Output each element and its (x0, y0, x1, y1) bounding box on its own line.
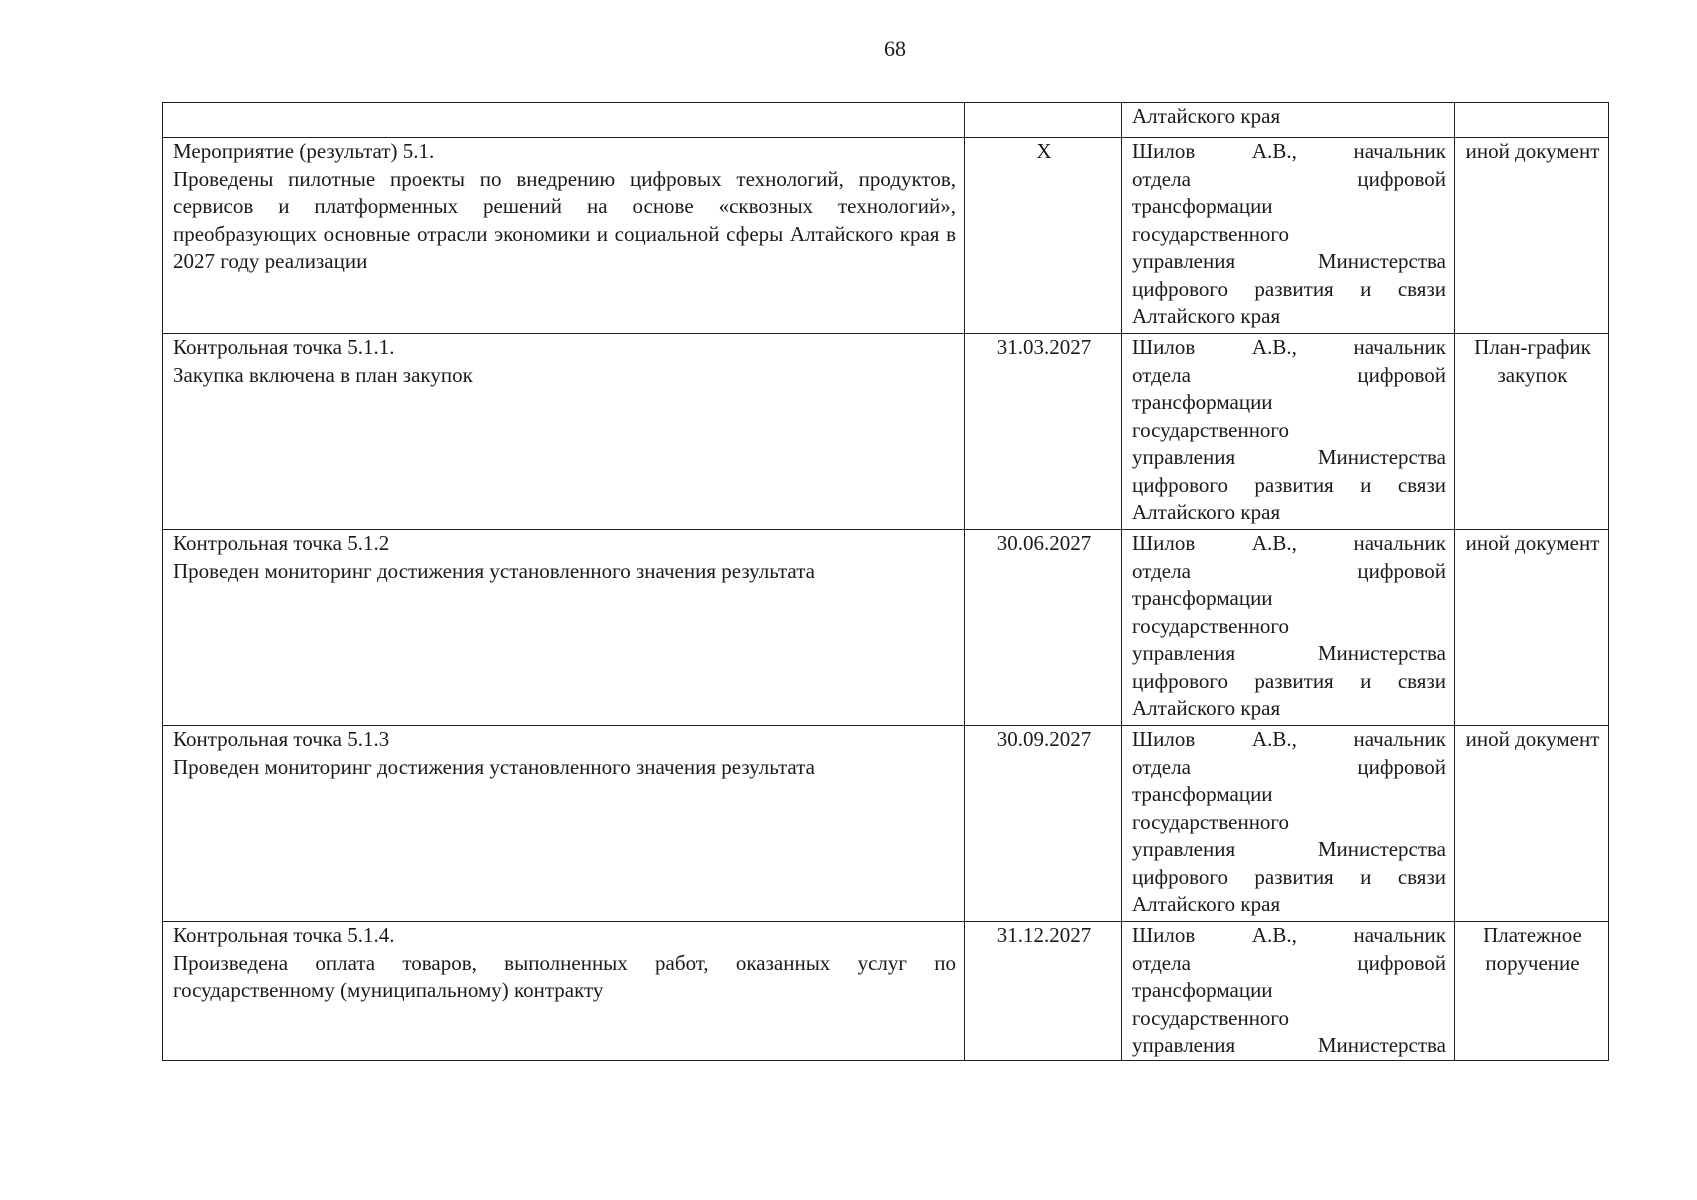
control-point-title: Контрольная точка 5.1.4. (173, 923, 395, 947)
responsible-cell (1122, 922, 1455, 1061)
responsible-word: Алтайского края (1132, 892, 1281, 916)
responsible-text (1132, 922, 1446, 1060)
responsible-line (1132, 613, 1446, 641)
responsible-line (1132, 166, 1446, 194)
responsible-cell (1122, 138, 1455, 334)
event-cell (163, 138, 965, 334)
responsible-word: А.В., (1251, 139, 1297, 163)
responsible-word: Министерства (1317, 1033, 1446, 1057)
responsible-line (1132, 585, 1446, 613)
responsible-word: А.В., (1251, 335, 1297, 359)
responsible-word: начальник (1353, 531, 1446, 555)
control-point-cell (163, 334, 965, 530)
event-date: Х (1036, 139, 1052, 163)
document-cell (1455, 334, 1609, 530)
event-text: Проведены пилотные проекты по внедрению цифровых технологий, продуктов, сервисов и платформенных решений на основе «сквозных технологий», преобразующих основные отрасли экономики и социальной сферы Алтайского края в 2027 году реализации (173, 166, 956, 273)
responsible-word: государственного (1132, 613, 1290, 638)
responsible-word: государственного (1132, 221, 1290, 246)
control-point-text: Проведен мониторинг достижения установленного значения результата (173, 754, 815, 779)
responsible-word: Шилов (1132, 139, 1196, 163)
responsible-word: и (1360, 276, 1372, 301)
responsible-word: цифровой (1357, 950, 1446, 975)
document-cell (1455, 726, 1609, 922)
responsible-line (1132, 389, 1446, 417)
responsible-line (1132, 248, 1446, 276)
responsible-line (1132, 417, 1446, 445)
document-cell (1455, 530, 1609, 726)
responsible-word: начальник (1353, 335, 1446, 359)
responsible-word: А.В., (1251, 727, 1297, 751)
table-row-continuation (163, 103, 1609, 138)
control-point-text: Произведена оплата товаров, выполненных работ, оказанных услуг по государственному (муниципальному) контракту (173, 950, 956, 1002)
responsible-word: начальник (1353, 139, 1446, 163)
responsible-line (1132, 695, 1446, 723)
responsible-word: отдела (1132, 166, 1191, 191)
responsible-line (1132, 640, 1446, 668)
event-title: Мероприятие (результат) 5.1. (173, 139, 435, 163)
date-cell (965, 138, 1122, 334)
responsible-line (1132, 499, 1446, 527)
responsible-word: отдела (1132, 950, 1191, 975)
responsible-line (1132, 864, 1446, 892)
responsible-line (1132, 781, 1446, 809)
event-cell (163, 103, 965, 138)
responsible-word: цифрового (1132, 472, 1228, 497)
responsible-cell (1122, 726, 1455, 922)
control-point-cell (163, 922, 965, 1061)
responsible-line (1132, 444, 1446, 472)
responsible-line (1132, 1032, 1446, 1060)
responsible-word: связи (1397, 276, 1446, 301)
control-point-title: Контрольная точка 5.1.2 (173, 531, 390, 555)
responsible-word: управления (1132, 837, 1236, 861)
responsible-line (1132, 922, 1446, 950)
responsible-word: начальник (1353, 923, 1446, 947)
responsible-line (1132, 276, 1446, 304)
responsible-word: и (1360, 864, 1372, 889)
responsible-word: государственного (1132, 1005, 1290, 1030)
responsible-word: Шилов (1132, 727, 1196, 751)
responsible-word: цифровой (1357, 558, 1446, 583)
control-point-date: 31.12.2027 (996, 923, 1092, 947)
page-number: 68 (884, 36, 906, 61)
responsible-word: начальник (1353, 727, 1446, 751)
control-point-date: 31.03.2027 (996, 335, 1092, 359)
control-point-cell (163, 726, 965, 922)
responsible-word: управления (1132, 445, 1236, 469)
responsible-word: связи (1397, 472, 1446, 497)
responsible-line (1132, 726, 1446, 754)
responsible-line (1132, 668, 1446, 696)
responsible-cell (1122, 103, 1455, 138)
date-cell (965, 726, 1122, 922)
responsible-word: цифровой (1357, 362, 1446, 387)
document-cell (1455, 103, 1609, 138)
control-point-title: Контрольная точка 5.1.1. (173, 335, 395, 359)
responsible-word: отдела (1132, 558, 1191, 583)
responsible-word: связи (1397, 864, 1446, 889)
responsible-word: государственного (1132, 417, 1290, 442)
table-row-event (163, 138, 1609, 334)
document-cell (1455, 922, 1609, 1061)
responsible-word: цифрового (1132, 276, 1228, 301)
responsible-line (1132, 1005, 1446, 1033)
responsible-word: и (1360, 472, 1372, 497)
responsible-line (1132, 221, 1446, 249)
responsible-word: Алтайского края (1132, 500, 1281, 524)
date-cell (965, 922, 1122, 1061)
responsible-word: управления (1132, 641, 1236, 665)
responsible-word: и (1360, 668, 1372, 693)
table-row-control-point (163, 530, 1609, 726)
responsible-text (1132, 334, 1446, 527)
responsible-line (1132, 977, 1446, 1005)
table-row-control-point (163, 334, 1609, 530)
responsible-word: отдела (1132, 362, 1191, 387)
responsible-word: Министерства (1317, 641, 1446, 665)
responsible-word: цифровой (1357, 754, 1446, 779)
responsible-continuation: Алтайского края (1132, 104, 1281, 128)
responsible-word: Алтайского края (1132, 696, 1281, 720)
responsible-line (1132, 530, 1446, 558)
responsible-word: А.В., (1251, 531, 1297, 555)
responsible-word: Шилов (1132, 335, 1196, 359)
responsible-word: управления (1132, 249, 1236, 273)
responsible-word: цифрового (1132, 864, 1228, 889)
responsible-word: управления (1132, 1033, 1236, 1057)
responsible-word: развития (1254, 668, 1334, 693)
responsible-word: связи (1397, 668, 1446, 693)
responsible-line (1132, 303, 1446, 331)
responsible-word: отдела (1132, 754, 1191, 779)
control-point-text: Закупка включена в план закупок (173, 362, 473, 387)
responsible-word: трансформации (1132, 586, 1273, 610)
control-points-table (162, 102, 1609, 1061)
control-point-title: Контрольная точка 5.1.3 (173, 727, 390, 751)
date-cell (965, 530, 1122, 726)
responsible-word: развития (1254, 472, 1334, 497)
event-document: иной документ (1465, 139, 1600, 163)
date-cell (965, 103, 1122, 138)
responsible-text (1132, 726, 1446, 919)
responsible-word: Министерства (1317, 445, 1446, 469)
control-point-document: План-график закупок (1474, 335, 1591, 387)
responsible-line (1132, 193, 1446, 221)
responsible-word: цифровой (1357, 166, 1446, 191)
responsible-word: развития (1254, 864, 1334, 889)
responsible-word: Алтайского края (1132, 304, 1281, 328)
control-point-cell (163, 530, 965, 726)
responsible-word: Шилов (1132, 531, 1196, 555)
control-point-text: Проведен мониторинг достижения установленного значения результата (173, 558, 815, 583)
responsible-cell (1122, 530, 1455, 726)
responsible-line (1132, 558, 1446, 586)
responsible-word: трансформации (1132, 194, 1273, 218)
table-row-control-point (163, 922, 1609, 1061)
responsible-word: государственного (1132, 809, 1290, 834)
responsible-word: цифрового (1132, 668, 1228, 693)
responsible-word: трансформации (1132, 390, 1273, 414)
responsible-text (1132, 530, 1446, 723)
responsible-line (1132, 362, 1446, 390)
responsible-word: трансформации (1132, 978, 1273, 1002)
responsible-line (1132, 138, 1446, 166)
control-point-document: Платежное поручение (1483, 923, 1582, 975)
responsible-word: Шилов (1132, 923, 1196, 947)
responsible-line (1132, 809, 1446, 837)
responsible-word: Министерства (1317, 249, 1446, 273)
responsible-text (1132, 138, 1446, 331)
control-point-date: 30.06.2027 (996, 531, 1092, 555)
control-point-document: иной документ (1465, 727, 1600, 751)
responsible-line (1132, 754, 1446, 782)
responsible-cell (1122, 334, 1455, 530)
table-row-control-point (163, 726, 1609, 922)
responsible-line (1132, 891, 1446, 919)
control-point-document: иной документ (1465, 531, 1600, 555)
responsible-line (1132, 472, 1446, 500)
responsible-line (1132, 950, 1446, 978)
responsible-word: трансформации (1132, 782, 1273, 806)
date-cell (965, 334, 1122, 530)
control-point-date: 30.09.2027 (996, 727, 1092, 751)
responsible-line (1132, 836, 1446, 864)
responsible-word: Министерства (1317, 837, 1446, 861)
responsible-word: А.В., (1251, 923, 1297, 947)
responsible-line (1132, 334, 1446, 362)
responsible-word: развития (1254, 276, 1334, 301)
document-cell (1455, 138, 1609, 334)
